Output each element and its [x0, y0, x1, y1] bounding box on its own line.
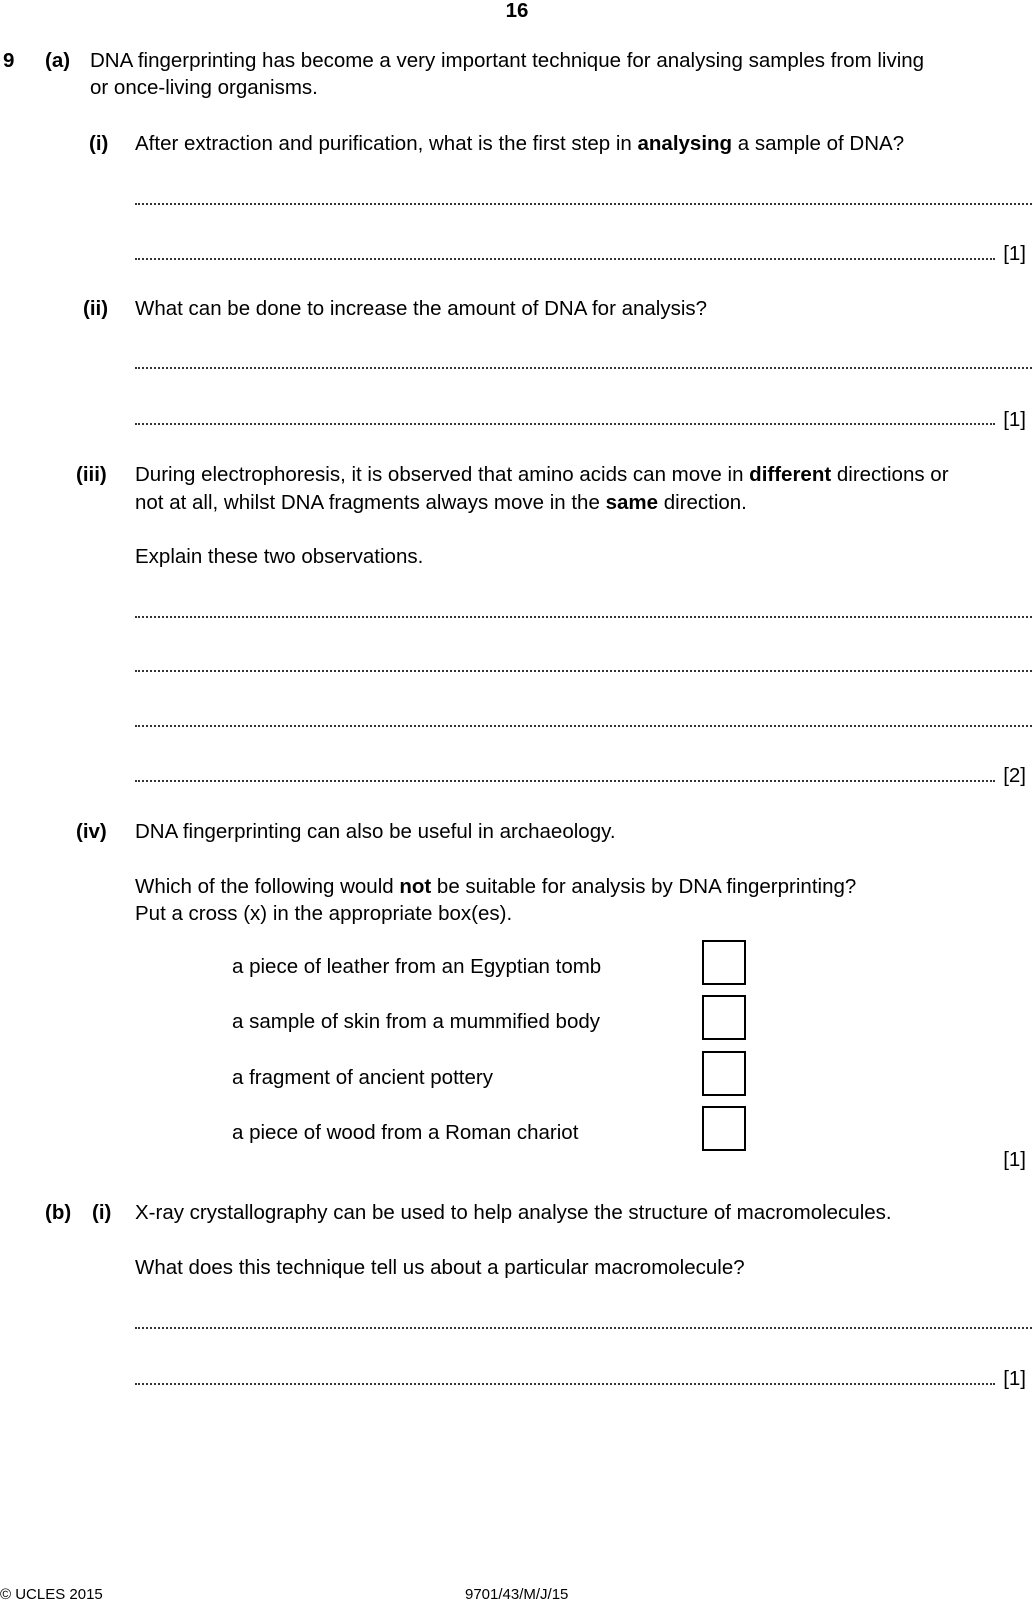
sub-iv-instruction: Put a cross (x) in the appropriate box(es). [135, 902, 513, 925]
part-a-label: (a) [45, 49, 71, 72]
option-label: a fragment of ancient pottery [232, 1066, 493, 1089]
sub-iii-line2 [135, 490, 747, 517]
option-checkbox[interactable] [702, 995, 746, 1040]
option-checkbox[interactable] [702, 940, 746, 985]
option-label: a piece of wood from a Roman chariot [232, 1121, 579, 1144]
answer-line[interactable] [135, 725, 1032, 727]
sub-i-text-bold: analysing [637, 132, 733, 155]
sub-i-text-after: a sample of DNA? [732, 132, 905, 155]
sub-iv-q-a: Which of the following would [135, 875, 400, 898]
option-label: a piece of leather from an Egyptian tomb [232, 955, 602, 978]
answer-line[interactable] [135, 203, 1032, 205]
option-checkbox[interactable] [702, 1106, 746, 1151]
answer-line[interactable] [135, 258, 995, 260]
option-label: a sample of skin from a mummified body [232, 1010, 600, 1033]
sub-iii-line1 [135, 462, 949, 489]
sub-i-question [135, 131, 904, 158]
sub-ii-question: What can be done to increase the amount of DNA for analysis? [135, 297, 708, 320]
marks-b-i: [1] [1003, 1367, 1026, 1390]
marks-ii: [1] [1003, 408, 1026, 431]
page-number: 16 [505, 0, 529, 22]
part-a-intro-line1: DNA fingerprinting has become a very important technique for analysing samples from living [90, 49, 925, 72]
sub-iii-line2-b: direction. [658, 491, 747, 514]
sub-iv-q-bold: not [399, 875, 432, 898]
answer-line[interactable] [135, 780, 995, 782]
sub-iii-line2-bold: same [605, 491, 658, 514]
sub-ii-label: (ii) [83, 297, 109, 320]
marks-iii: [2] [1003, 764, 1026, 787]
answer-line[interactable] [135, 670, 1032, 672]
part-b-sub-i-prompt: What does this technique tell us about a particular macromolecule? [135, 1256, 745, 1279]
sub-iv-question [135, 874, 856, 901]
sub-i-text-before: After extraction and purification, what is the first step in [135, 132, 638, 155]
sub-iv-label: (iv) [76, 820, 107, 843]
part-b-label: (b) [45, 1201, 72, 1224]
answer-line[interactable] [135, 423, 995, 425]
sub-iii-prompt: Explain these two observations. [135, 545, 424, 568]
sub-iii-line2-a: not at all, whilst DNA fragments always move in the [135, 491, 606, 514]
marks-iv: [1] [1003, 1148, 1026, 1171]
question-number: 9 [3, 49, 15, 72]
sub-iii-line1-bold: different [749, 463, 832, 486]
answer-line[interactable] [135, 1383, 995, 1385]
answer-line[interactable] [135, 1327, 1032, 1329]
sub-i-label: (i) [89, 132, 109, 155]
footer-code: 9701/43/M/J/15 [465, 1586, 569, 1603]
sub-iv-text: DNA fingerprinting can also be useful in archaeology. [135, 820, 616, 843]
answer-line[interactable] [135, 616, 1032, 618]
sub-iii-line1-b: directions or [831, 463, 949, 486]
part-b-sub-i-label: (i) [92, 1201, 112, 1224]
sub-iv-q-b: be suitable for analysis by DNA fingerprinting? [431, 875, 857, 898]
marks-i: [1] [1003, 242, 1026, 265]
part-b-sub-i-text: X-ray crystallography can be used to help analyse the structure of macromolecules. [135, 1201, 892, 1224]
sub-iii-label: (iii) [76, 463, 107, 486]
option-checkbox[interactable] [702, 1051, 746, 1096]
sub-iii-line1-a: During electrophoresis, it is observed that amino acids can move in [135, 463, 750, 486]
part-a-intro-line2: or once-living organisms. [90, 76, 318, 99]
answer-line[interactable] [135, 367, 1032, 369]
footer-copyright: © UCLES 2015 [0, 1586, 103, 1603]
